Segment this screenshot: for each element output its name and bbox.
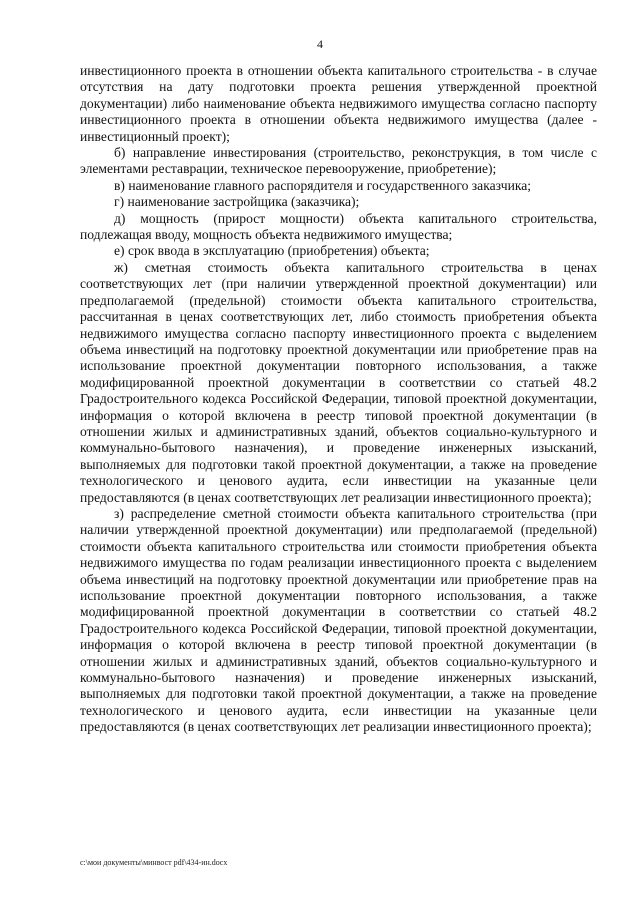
document-body — [80, 63, 597, 736]
paragraph-item-zh: ж) сметная стоимость объекта капитального строительства в ценах соответствующих лет (при наличии утвержденной проектной документации) или предполагаемой (предельной) стоимости объекта капитального строительства, рассчитанная в ценах соответствующих лет, либо стоимость приобретения объекта недвижимого имущества согласно паспорту инвестиционного проекта с выделением объема инвестиций на подготовку проектной документации или приобретение прав на использование проектной документации повторного использования, а также модифицированной проектной документации в соответствии со статьей 48.2 Градостроительного кодекса Российской Федерации, типовой проектной документации, информация о которой включена в реестр типовой проектной документации (в отношении жилых и административных зданий, объектов социально-культурного и коммунально-бытового назначения), и проведение инженерных изысканий, выполняемых для подготовки такой проектной документации, а также на проведение технологического и ценового аудита, если инвестиции на указанные цели предоставляются (в ценах соответствующих лет реализации инвестиционного проекта); — [80, 259, 597, 505]
paragraph-item-b: б) направление инвестирования (строительство, реконструкция, в том числе с элементами реставрации, техническое перевооружение, приобретение); — [80, 145, 597, 177]
footer-file-path: c:\мои документы\минвост pdf\434-ин.docx — [80, 858, 228, 867]
paragraph-item-e: е) срок ввода в эксплуатацию (приобретения) объекта; — [114, 243, 430, 259]
page-number: 4 — [317, 37, 323, 51]
paragraph-item-z: з) распределение сметной стоимости объекта капитального строительства (при наличии утвержденной проектной документации) или предполагаемой (предельной) стоимости объекта капитального строительства или стоимости приобретения объекта недвижимого имущества по годам реализации инвестиционного проекта с выделением объема инвестиций на подготовку проектной документации или приобретение прав на использование проектной документации повторного использования, а также модифицированной проектной документации в соответствии со статьей 48.2 Градостроительного кодекса Российской Федерации, типовой проектной документации, информация о которой включена в реестр типовой проектной документации (в отношении жилых и административных зданий, объектов социально-культурного и коммунально-бытового назначения) и проведение инженерных изысканий, выполняемых для подготовки такой проектной документации, а также на проведение технологического и ценового аудита, если инвестиции на указанные цели предоставляются (в ценах соответствующих лет реализации инвестиционного проекта); — [80, 505, 597, 735]
paragraph-item-d: д) мощность (прирост мощности) объекта капитального строительства, подлежащая вводу, мощность объекта недвижимого имущества; — [80, 210, 597, 243]
paragraph-item-v: в) наименование главного распорядителя и государственного заказчика; — [114, 177, 532, 193]
paragraph-continuation: инвестиционного проекта в отношении объекта капитального строительства - в случае отсутствия на дату подготовки проекта решения утвержденной проектной документации) либо наименование объекта недвижимого имущества согласно паспорту инвестиционного проекта в отношении объекта недвижимого имущества (далее - инвестиционный проект); — [80, 63, 597, 144]
paragraph-item-g: г) наименование застройщика (заказчика); — [114, 194, 360, 210]
